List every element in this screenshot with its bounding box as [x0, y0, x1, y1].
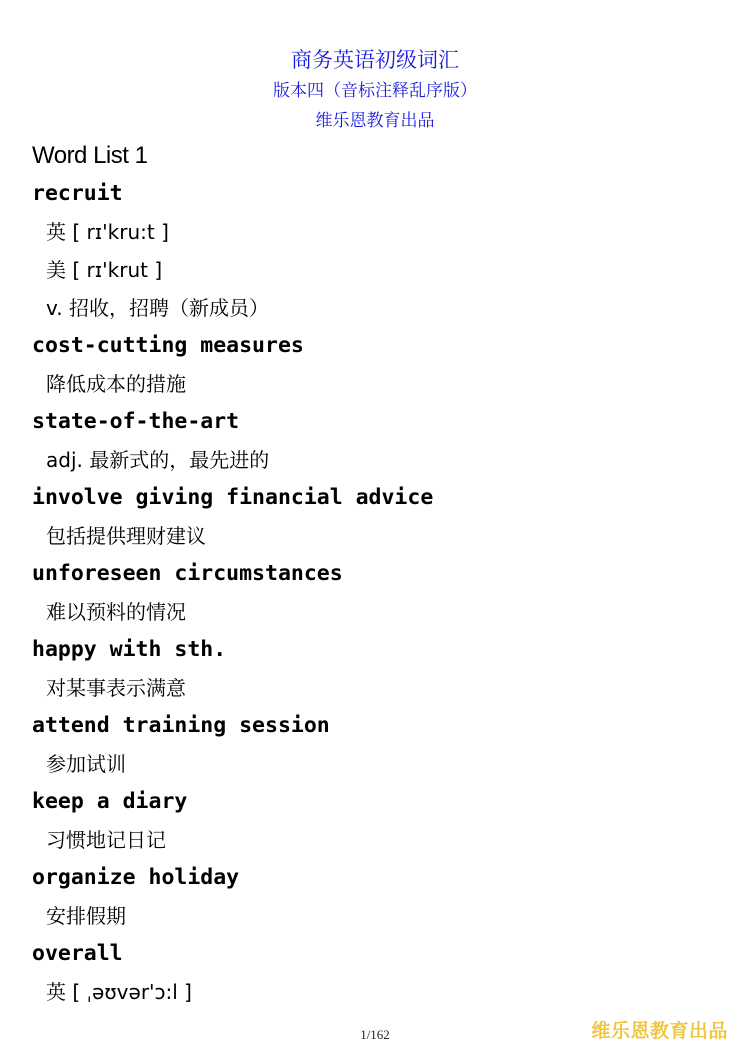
entry-cost-cutting-measures — [32, 327, 732, 403]
entry-meaning: 包括提供理财建议 — [46, 524, 206, 548]
entry-keep-a-diary — [32, 783, 732, 859]
document-header — [0, 44, 750, 136]
entry-term: cost-cutting measures — [32, 333, 304, 358]
document-subtitle: 版本四（音标注释乱序版） — [273, 81, 477, 101]
entry-meaning: adj. 最新式的，最先进的 — [46, 448, 270, 472]
entry-unforeseen-circumstances — [32, 555, 732, 631]
entry-meaning: 习惯地记日记 — [46, 828, 166, 852]
entry-term: involve giving financial advice — [32, 485, 434, 510]
entry-us-phonetic: 美 [ rɪ'krut ] — [46, 258, 163, 282]
entry-attend-training-session — [32, 707, 732, 783]
entry-term: unforeseen circumstances — [32, 561, 343, 586]
entry-meaning: v. 招收，招聘（新成员） — [46, 296, 269, 320]
document-title: 商务英语初级词汇 — [291, 48, 459, 72]
entry-term: organize holiday — [32, 865, 240, 890]
entry-uk-phonetic: 英 [ rɪ'kru:t ] — [46, 220, 169, 244]
document-publisher: 维乐恩教育出品 — [315, 111, 435, 131]
entry-term: keep a diary — [32, 789, 188, 814]
entry-term: state-of-the-art — [32, 409, 240, 434]
entry-term: overall — [32, 941, 123, 966]
entry-overall — [32, 935, 732, 1011]
entry-meaning: 安排假期 — [46, 904, 126, 928]
entry-state-of-the-art — [32, 403, 732, 479]
entry-meaning: 参加试训 — [46, 752, 126, 776]
entry-involve-giving-financial-advice — [32, 479, 732, 555]
entry-meaning: 降低成本的措施 — [46, 372, 186, 396]
entry-term: attend training session — [32, 713, 330, 738]
publisher-watermark: 维乐恩教育出品 — [591, 1020, 728, 1042]
entry-meaning: 难以预料的情况 — [46, 600, 186, 624]
entry-term: happy with sth. — [32, 637, 227, 662]
entry-happy-with-sth — [32, 631, 732, 707]
entry-recruit — [32, 175, 732, 327]
entry-meaning: 对某事表示满意 — [46, 676, 186, 700]
entry-organize-holiday — [32, 859, 732, 935]
entry-term: recruit — [32, 181, 123, 206]
word-list-title: Word List 1 — [32, 142, 148, 169]
entry-uk-phonetic: 英 [ ˌəʊvər'ɔ:l ] — [46, 980, 192, 1004]
page-number: 1/162 — [360, 1027, 390, 1042]
word-list — [32, 137, 732, 1011]
